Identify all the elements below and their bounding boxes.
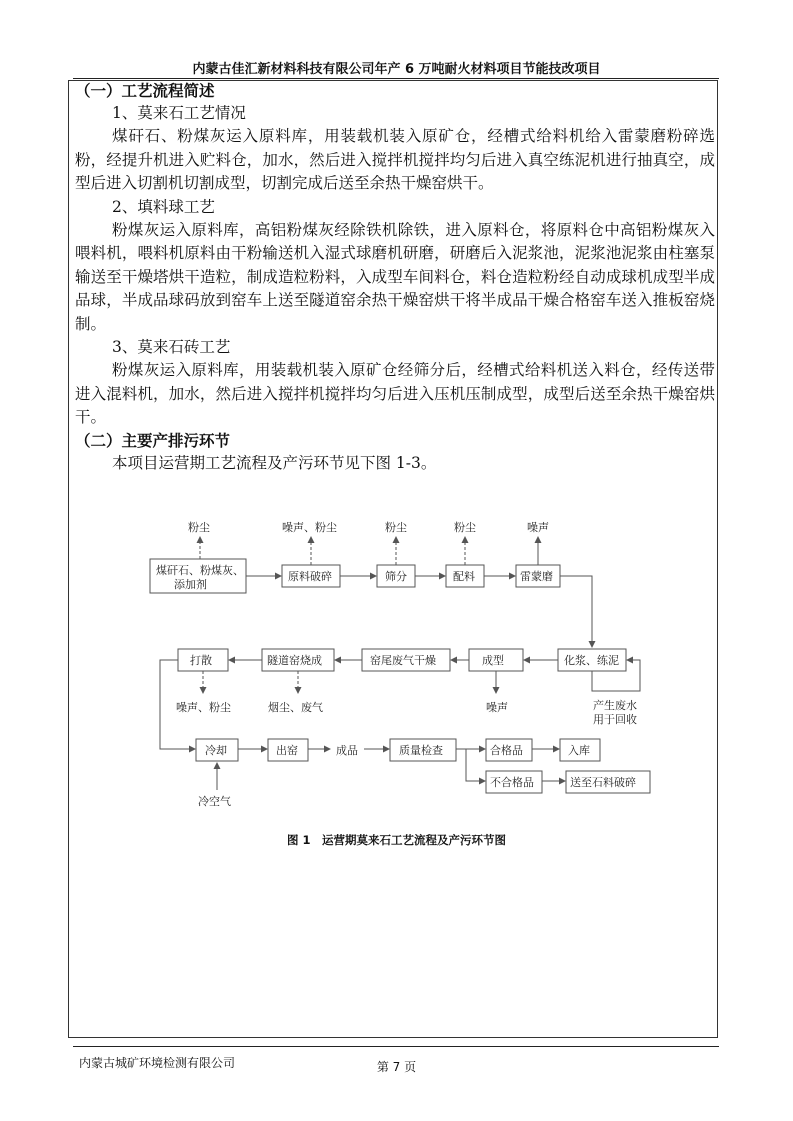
node-cool-label: 冷却 — [205, 744, 227, 757]
emission-raymond: 噪声 — [527, 521, 549, 534]
paragraph-mullite: 煤矸石、粉煤灰运入原料库，用装载机装入原矿仓，经槽式给料机给入雷蒙磨粉碎选粉，经提升机进入贮料仓，加水，然后进入搅拌机搅拌均匀后进入真空练泥机进行抽真空，成型后进入切割机切割成型，切割完成后送至余热干燥窑烘干。 — [75, 127, 715, 192]
footer-page-number: 第 7 页 — [376, 1060, 417, 1074]
node-raw-materials-line1: 煤矸石、粉煤灰、 — [156, 564, 244, 577]
node-scatter-label: 打散 — [190, 654, 212, 667]
figure-caption: 图 1 运营期莫来石工艺流程及产污环节图 — [286, 833, 506, 847]
section-heading-process: （一）工艺流程简述 — [75, 82, 215, 100]
node-recycle-label: 送至石料破碎 — [570, 776, 636, 789]
node-raymond-label: 雷蒙磨 — [520, 570, 553, 583]
node-unload-label: 出窑 — [276, 744, 298, 757]
section-heading-emissions: （二）主要产排污环节 — [75, 431, 231, 450]
process-flow-diagram — [140, 515, 660, 815]
node-qc-label: 质量检查 — [399, 744, 443, 757]
node-batch-label: 配料 — [453, 570, 475, 583]
input-cold-air: 冷空气 — [198, 795, 231, 808]
node-raw-materials-line2: 添加剂 — [174, 578, 207, 591]
subheading-filler-ball: 2、填料球工艺 — [112, 197, 215, 216]
emission-tunnel: 烟尘、废气 — [268, 701, 323, 714]
footer-divider — [73, 1046, 719, 1047]
document-header-title: 内蒙古佳汇新材料科技有限公司年产 6 万吨耐火材料项目节能技改项目 — [192, 62, 601, 77]
subheading-mullite-brick: 3、莫来石砖工艺 — [112, 338, 231, 356]
emission-scatter: 噪声、粉尘 — [176, 701, 231, 714]
node-form-label: 成型 — [482, 654, 504, 667]
emission-form: 噪声 — [486, 701, 508, 714]
document-body — [75, 80, 715, 475]
node-tunnel-kiln-label: 隧道窑烧成 — [267, 654, 322, 667]
emission-batch: 粉尘 — [454, 521, 476, 534]
node-store-label: 入库 — [568, 744, 590, 757]
header-divider — [73, 78, 719, 79]
emission-raw: 粉尘 — [188, 521, 210, 534]
paragraph-filler-ball: 粉煤灰运入原料库，高铝粉煤灰经除铁机除铁，进入原料仓，将原料仓中高铝粉煤灰入喂料机，喂料机原料由干粉输送机入湿式球磨机研磨，研磨后入泥浆池，泥浆池泥浆由柱塞泵输送至干燥塔烘干造粒，制成造粒粉料，入成型车间料仓，料仓造粒粉经自动成球机成型半成品球，半成品球码放到窑车上送至隧道窑余热干燥窑烘干将半成品干燥合格窑车送入推板窑烧制。 — [75, 220, 715, 333]
node-screen-label: 筛分 — [385, 570, 407, 583]
node-fail-label: 不合格品 — [490, 776, 534, 789]
subheading-mullite: 1、莫来石工艺情况 — [112, 104, 246, 122]
emission-wastewater-line1: 产生废水 — [593, 699, 637, 712]
node-kiln-dry-label: 窑尾废气干燥 — [370, 654, 436, 667]
emission-crush: 噪声、粉尘 — [282, 521, 337, 534]
emission-wastewater-line2: 用于回收 — [593, 713, 637, 726]
node-product-label: 成品 — [336, 744, 358, 757]
node-mix-label: 化浆、练泥 — [564, 654, 619, 667]
node-crush-label: 原料破碎 — [288, 570, 332, 583]
footer-company: 内蒙古城矿环境检测有限公司 — [79, 1056, 236, 1070]
node-pass-label: 合格品 — [490, 744, 523, 757]
paragraph-emissions-intro: 本项目运营期工艺流程及产污环节见下图 1-3。 — [112, 453, 437, 472]
emission-screen: 粉尘 — [385, 521, 407, 534]
paragraph-mullite-brick: 粉煤灰运入原料库，用装载机装入原矿仓经筛分后，经槽式给料机送入料仓，经传送带进入混料机，加水，然后进入搅拌机搅拌均匀后进入压机压制成型，成型后送至余热干燥窑烘干。 — [75, 361, 715, 426]
